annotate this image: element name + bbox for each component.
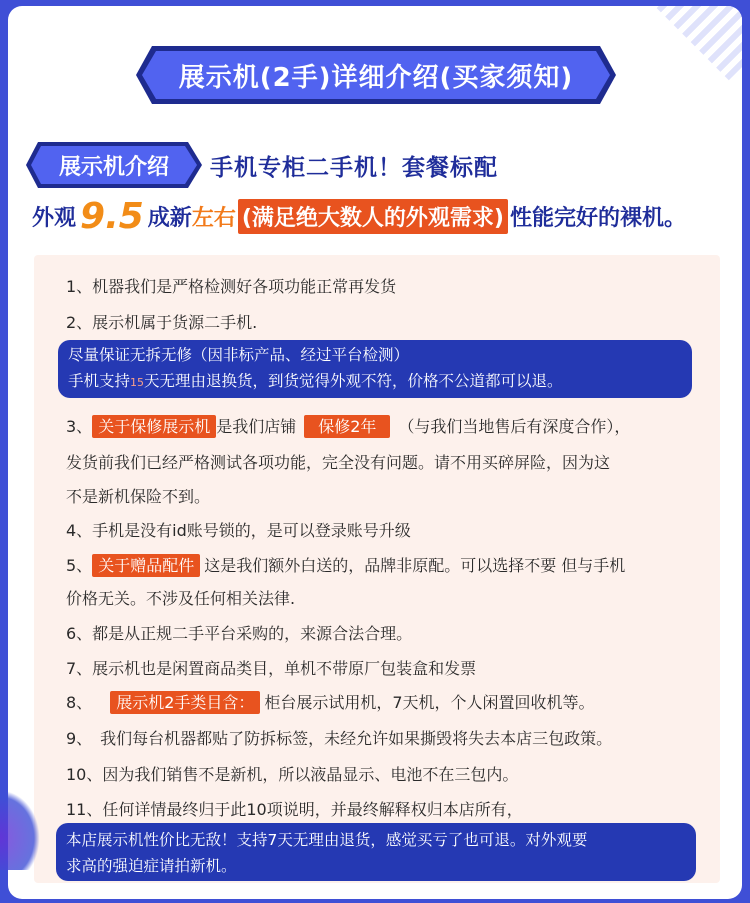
list-item-5: 5、 关于赠品配件 这是我们额外白送的，品牌非原配。可以选择不要 但与手机 <box>66 556 626 575</box>
guarantee-box <box>58 340 692 398</box>
intro-row <box>26 141 498 189</box>
page-title: 展示机(2手)详细介绍(买家须知) <box>178 62 574 93</box>
headline-mid: 成新 <box>147 205 192 231</box>
warranty-years-tag: 保修2年 <box>304 415 390 438</box>
intro-tag <box>26 142 202 188</box>
list-item-4: 4、手机是没有id账号锁的，是可以登录账号升级 <box>66 521 411 540</box>
list-item-7: 7、展示机也是闲置商品类目，单机不带原厂包装盒和发票 <box>66 659 477 678</box>
list-item-6: 6、都是从正规二手平台采购的，来源合法合理。 <box>66 624 413 643</box>
left-decoration <box>0 790 40 870</box>
gift-accessory-tag: 关于赠品配件 <box>92 554 200 577</box>
list-item-2: 2、展示机属于货源二手机. <box>66 313 258 332</box>
list-item-9: 9、 我们每台机器都贴了防拆标签，未经允许如果撕毁将失去本店三包政策。 <box>66 729 613 748</box>
summary-line-2: 求高的强迫症请拍新机。 <box>66 857 237 875</box>
guarantee-line-2: 手机支持15天无理由退换货，到货觉得外观不符，价格不公道都可以退。 <box>68 372 563 390</box>
warranty-tag: 关于保修展示机 <box>92 415 216 438</box>
headline-highlight: (满足绝大数人的外观需求) <box>238 199 508 234</box>
title-banner <box>136 46 616 104</box>
headline-rating: 9.5 <box>80 195 144 237</box>
guarantee-line-1: 尽量保证无拆无修（因非标产品、经过平台检测） <box>68 346 410 364</box>
list-item-3: 3、 关于保修展示机 是我们店铺 保修2年 （与我们当地售后有深度合作）， <box>66 417 631 436</box>
headline-pre: 外观 <box>32 205 77 231</box>
corner-stripe-decoration <box>647 6 742 101</box>
headline-orange: 左右 <box>191 205 236 231</box>
summary-box <box>56 823 696 881</box>
list-item-3-line-3: 不是新机保险不到。 <box>66 487 211 506</box>
list-item-3-line-2: 发货前我们已经严格测试各项功能，完全没有问题。请不用买碎屏险，因为这 <box>66 453 611 472</box>
list-item-5-line-2: 价格无关。不涉及任何相关法律. <box>66 589 296 608</box>
headline <box>32 193 742 239</box>
summary-line-1: 本店展示机性价比无敌！支持7天无理由退货，感觉买亏了也可退。对外观要 <box>66 831 588 849</box>
list-item-11: 11、任何详情最终归于此10项说明，并最终解释权归本店所有， <box>66 800 523 819</box>
headline-post: 性能完好的裸机。 <box>509 205 686 231</box>
intro-text: 手机专柜二手机！套餐标配 <box>210 154 498 181</box>
list-item-1: 1、机器我们是严格检测好各项功能正常再发货 <box>66 277 397 296</box>
intro-tag-label: 展示机介绍 <box>58 154 169 180</box>
list-item-8: 8、 展示机2手类目含： 柜台展示试用机，7天机，个人闲置回收机等。 <box>66 693 595 712</box>
category-tag: 展示机2手类目含： <box>110 691 260 714</box>
list-item-10: 10、因为我们销售不是新机，所以液晶显示、电池不在三包内。 <box>66 765 519 784</box>
